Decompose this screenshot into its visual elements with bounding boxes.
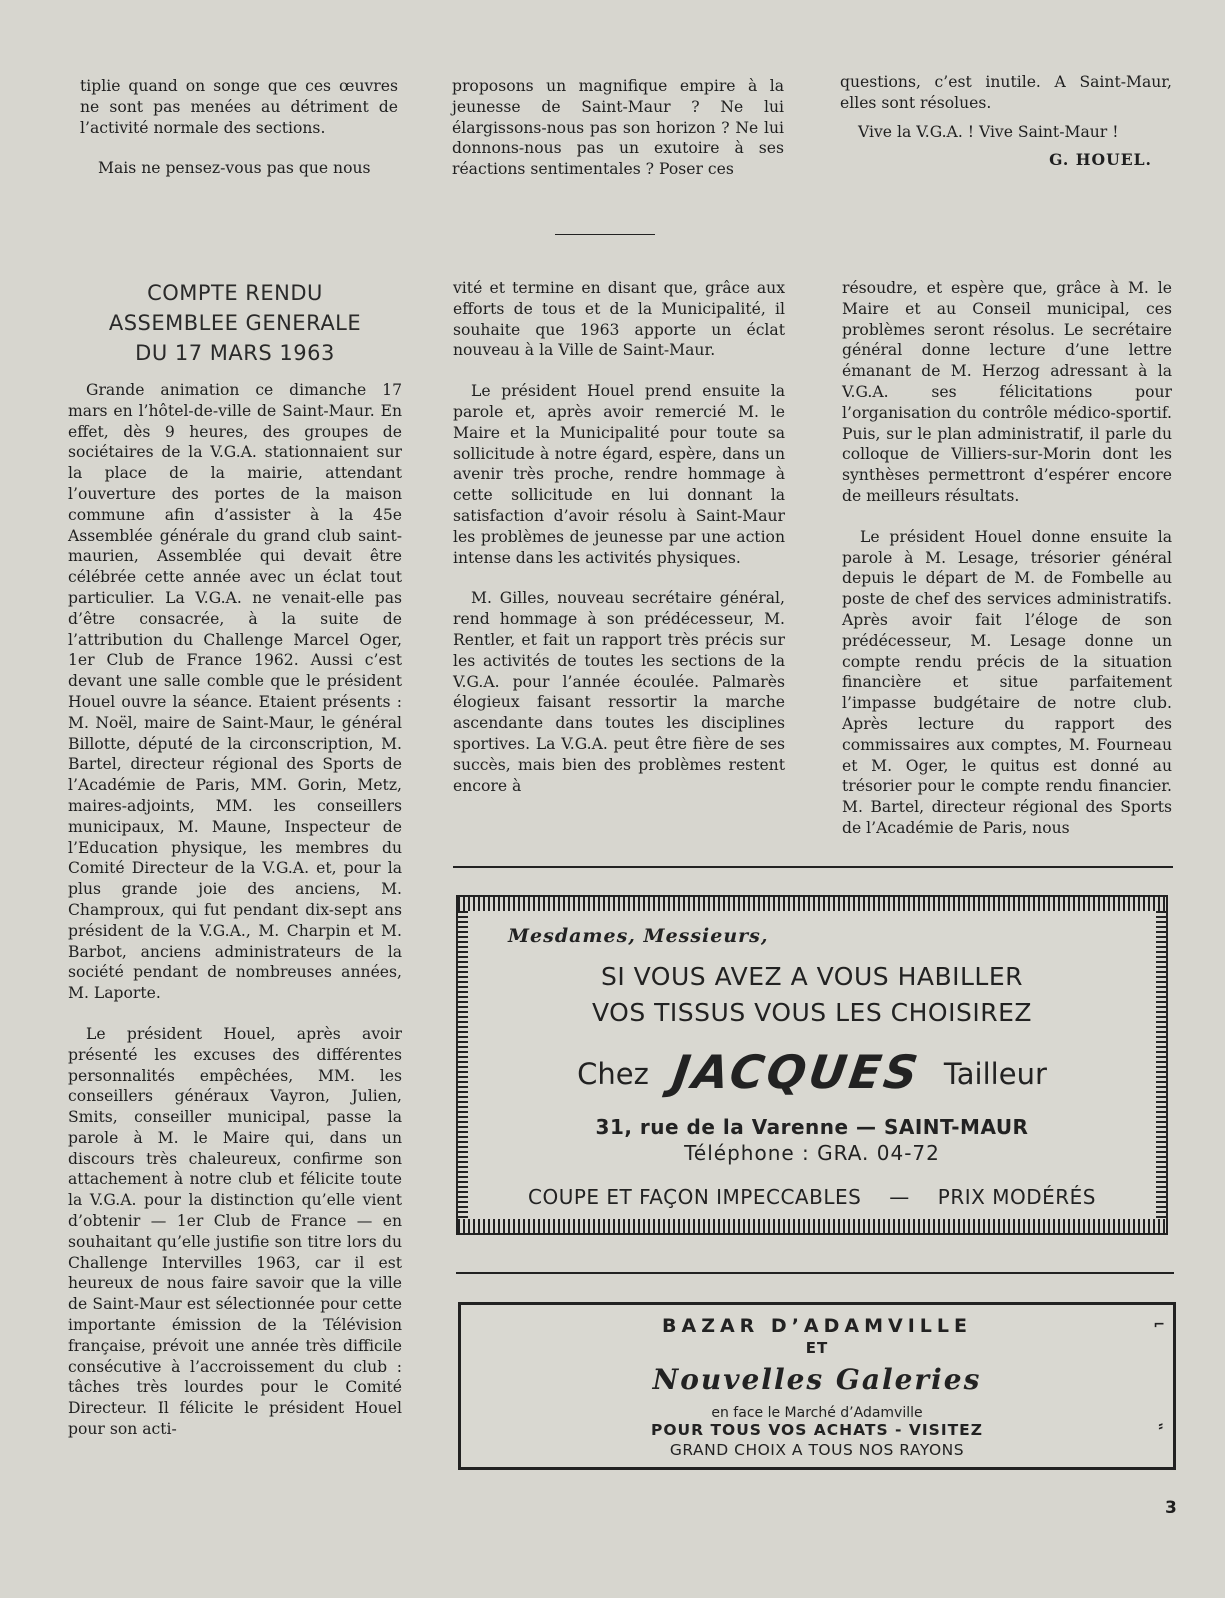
paragraph: Le président Houel donne ensuite la parole à M. Lesage, trésorier général depuis le départ de M. de Fombelle au poste de chef des services administratifs. Après avoir fait l’éloge de son prédécesseur, M. Lesage donne un compte rendu précis de la situation financière et situe parfaitement l’impasse budgétaire de notre club. Après lecture du rapport des commissaires aux comptes, M. Fourneau et M. Oger, le quitus est donné au trésorier pour le compte rendu financier. M. Bartel, directeur régional des Sports de l’Académie de Paris, nous [842, 527, 1172, 837]
paragraph: Le président Houel, après avoir présenté les excuses des différentes personnalités empêchées, MM. les conseillers généraux Vayron, Julien, Smits, conseiller municipal, passe la parole à M. le Maire qui, dans un discours très chaleureux, confirme son attachement à notre club et félicite toute la V.G.A. pour la distinction qu’elle vient d’obtenir — 1er Club de France — en souhaitant qu’elle justifie son titre lors du Challenge Intervilles 1963, car il est heureux de nous faire savoir que la ville de Saint-Maur est sélectionnée pour cette importante émission de la Télévision française, prévoit une année très difficile consécutive à l’accroissement du club : tâches très lourdes pour le Comité Directeur. Il félicite le président Houel pour son acti- [68, 1024, 402, 1439]
bazar-choice: GRAND CHOIX A TOUS NOS RAYONS [669, 1441, 965, 1459]
shop-name: JACQUES [669, 1045, 924, 1099]
bazar-store-name: Nouvelles Galeries [652, 1363, 982, 1396]
border-ticks-bottom [458, 1219, 1166, 1233]
ad-phone: Téléphone : GRA. 04-72 [684, 1141, 940, 1165]
paragraph: Vive la V.G.A. ! Vive Saint-Maur ! [858, 122, 1119, 141]
article-column-3 [842, 278, 1172, 839]
border-ticks-left [458, 911, 468, 1219]
bazar-call: POUR TOUS VOS ACHATS - VISITEZ [650, 1421, 983, 1439]
bazar-adamville-ad [458, 1302, 1176, 1470]
ad-headline-1: SI VOUS AVEZ A VOUS HABILLER [600, 962, 1024, 991]
ad-address: 31, rue de la Varenne — SAINT-MAUR [595, 1115, 1029, 1139]
ad-divider-top [453, 866, 1173, 868]
border-ticks-top [458, 897, 1166, 911]
bazar-title: BAZAR D’ADAMVILLE [662, 1315, 972, 1337]
top-column-3 [840, 72, 1172, 171]
top-column-1 [80, 76, 398, 179]
chez-label: Chez [577, 1057, 649, 1091]
slogan-left: COUPE ET FAÇON IMPECCABLES [528, 1185, 862, 1209]
article-heading [68, 278, 402, 368]
paragraph: Grande animation ce dimanche 17 mars en l’hôtel-de-ville de Saint-Maur. En effet, dès 9 heures, des groupes de sociétaires de la V.G.A. stationnaient sur la place de la mairie, attendant l’ouverture des portes de la maison commune afin d’assister à la 45e Assemblée générale du grand club saint-maurien, Assemblée qui devait être célébrée cette année avec un éclat tout particulier. La V.G.A. ne venait-elle pas d’être consacrée, à la suite de l’attribution du Challenge Marcel Oger, 1er Club de France 1962. Aussi c’est devant une salle comble que le président Houel ouvre la séance. Etaient présents : M. Noël, maire de Saint-Maur, le général Billotte, député de la circonscription, M. Bartel, directeur régional des Sports de l’Académie de Paris, MM. Gorin, Metz, maires-adjoints, MM. les conseillers municipaux, M. Maune, Inspecteur de l’Education physique, les membres du Comité Directeur de la V.G.A. et, pour la plus grande joie des anciens, M. Champroux, qui fut pendant dix-sept ans président de la V.G.A., M. Charpin et M. Barbot, anciens administrateurs de la société pendant de nombreuses années, M. Laporte. [68, 381, 402, 1003]
jacques-tailor-ad [456, 895, 1168, 1235]
bazar-and: ET [805, 1339, 829, 1357]
paragraph: tiplie quand on songe que ces œuvres ne sont pas menées au détriment de l’activité normale des sections. [80, 77, 398, 137]
section-divider [555, 234, 655, 235]
paragraph: vité et termine en disant que, grâce aux efforts de tous et de la Municipalité, il souhaite que 1963 apporte un éclat nouveau à la Ville de Saint-Maur. [453, 279, 785, 360]
ad-slogan [476, 1185, 1148, 1209]
article-column-1 [68, 278, 402, 1440]
top-column-2 [452, 76, 784, 180]
heading-line: ASSEMBLEE GENERALE [108, 311, 362, 335]
article-column-2 [453, 278, 785, 796]
bazar-location: en face le Marché d’Adamville [711, 1405, 923, 1421]
border-ticks-right [1156, 911, 1166, 1219]
paragraph: proposons un magnifique empire à la jeunesse de Saint-Maur ? Ne lui élargissons-nous pas son horizon ? Ne lui donnons-nous pas un exutoire à ses réactions sentimentales ? Poser ces [452, 77, 784, 179]
paragraph: Le président Houel prend ensuite la parole et, après avoir remercié M. le Maire et la Municipalité pour toute sa sollicitude à notre égard, espère, dans un avenir très proche, rendre hommage à cette sollicitude en lui donnant la satisfaction d’avoir résolu à Saint-Maur les problèmes de jeunesse par une action intense dans les activités physiques. [453, 382, 785, 567]
ad-divider-bottom [456, 1272, 1174, 1274]
page-number: 3 [1165, 1498, 1177, 1518]
heading-line: DU 17 MARS 1963 [135, 341, 335, 365]
slogan-separator: — [889, 1185, 910, 1209]
ad-shop-line [476, 1045, 1148, 1099]
ad-content [476, 915, 1148, 1215]
slogan-right: PRIX MODÉRÉS [937, 1185, 1096, 1209]
signature: G. HOUEL. [1049, 150, 1152, 170]
paragraph: questions, c’est inutile. A Saint-Maur, elles sont résolues. [840, 73, 1172, 112]
ad-headline-2: VOS TISSUS VOUS LES CHOISIREZ [592, 998, 1032, 1027]
paragraph: Mais ne pensez-vous pas que nous [98, 159, 371, 178]
corner-mark-icon: ⌐ [1153, 1317, 1165, 1333]
corner-mark-icon: ⸗ [1158, 1418, 1163, 1434]
paragraph: M. Gilles, nouveau secrétaire général, rend hommage à son prédécesseur, M. Rentler, et fait un rapport très précis sur les activités de toutes les sections de la V.G.A. pour l’année écoulée. Palmarès élogieux faisant ressortir la marche ascendante dans toutes les disciplines sportives. La V.G.A. peut être fière de ses succès, mais bien des problèmes restent encore à [453, 589, 785, 795]
heading-line: COMPTE RENDU [147, 281, 323, 305]
ad-greeting: Mesdames, Messieurs, [508, 925, 769, 947]
trade-label: Tailleur [943, 1057, 1047, 1091]
paragraph: résoudre, et espère que, grâce à M. le Maire et au Conseil municipal, ces problèmes seront résolus. Le secrétaire général donne lecture d’une lettre émanant de M. Herzog adressant à la V.G.A. ses félicitations pour l’organisation du contrôle médico-sportif. Puis, sur le plan administratif, il parle du colloque de Villiers-sur-Morin dont les synthèses permettront d’espérer encore de meilleurs résultats. [842, 279, 1172, 505]
